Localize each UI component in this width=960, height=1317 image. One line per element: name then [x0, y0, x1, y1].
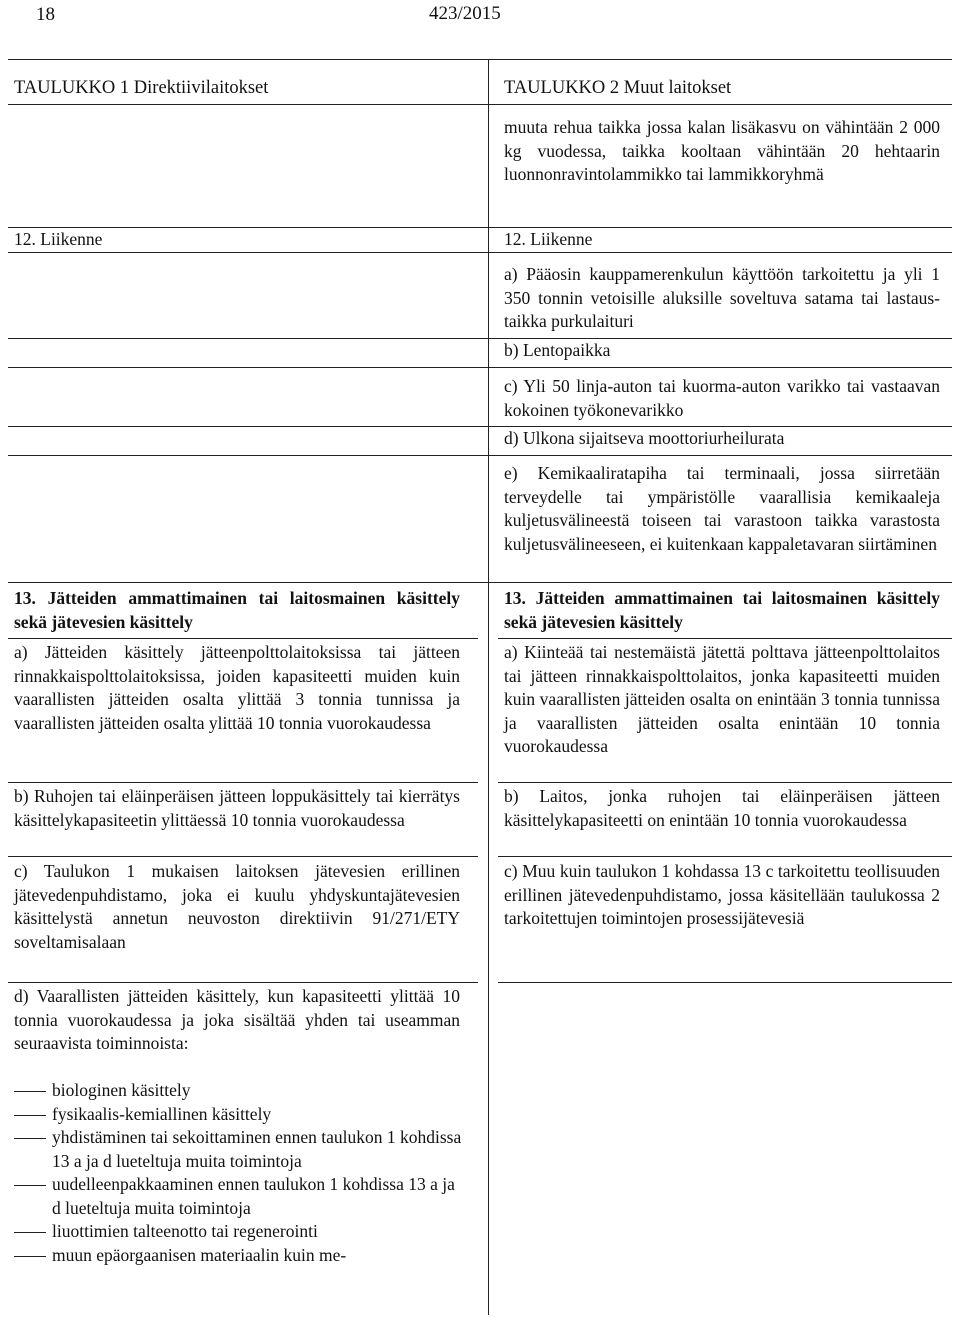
table2-item-13b: b) Laitos, jonka ruhojen tai eläinperäisen jätteen käsittelykapasiteetti on enintään 10 tonnia vuorokaudessa — [504, 786, 940, 830]
table2-header: TAULUKKO 2 Muut laitokset — [504, 78, 732, 98]
header-row-rule — [8, 104, 952, 105]
row-rule — [8, 582, 952, 583]
list-item: uudelleenpakkaaminen ennen taulukon 1 kohdissa 13 a ja d lueteltuja muita toimintoja — [14, 1173, 464, 1220]
row-rule-left — [8, 638, 478, 639]
table-top-rule — [8, 59, 952, 60]
row-rule-right — [498, 638, 952, 639]
list-item: biologinen käsittely — [14, 1079, 464, 1103]
row-rule — [8, 455, 952, 456]
list-item: fysikaalis-kemiallinen käsittely — [14, 1103, 464, 1127]
table1-section-13-title: 13. Jätteiden ammattimainen tai laitosmainen käsittely sekä jätevesien käsittely — [14, 588, 460, 632]
table2-item-12d: d) Ulkona sijaitseva moottoriurheilurata — [504, 428, 785, 448]
table1-item-13b: b) Ruhojen tai eläinperäisen jätteen loppukäsittely tai kierrätys käsittelykapasiteetin ylittäessä 10 tonnia vuorokaudessa — [14, 786, 460, 830]
list-item: liuottimien talteenotto tai regenerointi — [14, 1220, 464, 1244]
table2-section-13-title: 13. Jätteiden ammattimainen tai laitosmainen käsittely sekä jätevesien käsittely — [504, 588, 940, 632]
row-rule — [8, 252, 952, 253]
document-number: 423/2015 — [429, 3, 501, 24]
list-item: yhdistäminen tai sekoittaminen ennen taulukon 1 kohdissa 13 a ja d lueteltuja muita toimintoja — [14, 1126, 464, 1173]
row-rule-left — [8, 982, 478, 983]
table2-item-12c: c) Yli 50 linja-auton tai kuorma-auton varikko tai vastaavan kokoinen työkonevarikko — [504, 376, 940, 420]
row-rule — [8, 367, 952, 368]
table1-item-13d-list — [14, 1079, 464, 1267]
row-rule-right — [498, 856, 952, 857]
table1-header: TAULUKKO 1 Direktiivilaitokset — [14, 78, 269, 98]
list-item: muun epäorgaanisen materiaalin kuin me- — [14, 1244, 464, 1268]
table1-item-13c: c) Taulukon 1 mukaisen laitoksen jätevesien erillinen jätevedenpuhdistamo, joka ei kuulu yhdyskuntajätevesien käsittelystä annetun neuvoston direktiivin 91/271/ETY soveltamisalaan — [14, 861, 460, 952]
row-rule-right — [498, 982, 952, 983]
row-rule-left — [8, 782, 478, 783]
table2-section-12-title: 12. Liikenne — [504, 229, 593, 249]
previous-section-continuation: muuta rehua taikka jossa kalan lisäkasvu on vähintään 2 000 kg vuodessa, taikka kooltaan vähintään 20 hehtaarin luonnonravintolammikko tai lammikkoryhmä — [504, 117, 940, 184]
table2-item-12b: b) Lentopaikka — [504, 340, 611, 360]
table1-item-13d: d) Vaarallisten jätteiden käsittely, kun kapasiteetti ylittää 10 tonnia vuorokaudessa ja joka sisältää yhden tai useamman seuraavista toiminnoista: — [14, 986, 460, 1053]
table1-item-13a: a) Jätteiden käsittely jätteenpolttolaitoksissa tai jätteen rinnakkaispolttolaitoksissa, joiden kapasiteetti muiden kuin vaarallisten jätteiden osalta ylittää 3 tonnia tunnissa ja vaarallisten jätteiden osalta ylittää 10 tonnia vuorokaudessa — [14, 642, 460, 733]
table2-item-13a: a) Kiinteää tai nestemäistä jätettä polttava jätteenpolttolaitos tai jätteen rinnakkaispolttolaitos, jonka kapasiteetti muiden kuin vaarallisten jätteiden osalta on enintään 3 tonnia tunnissa ja vaarallisten jätteiden osalta enintään 10 tonnia vuorokaudessa — [504, 642, 940, 756]
table1-section-12-title: 12. Liikenne — [14, 229, 103, 249]
table2-item-12a: a) Pääosin kauppamerenkulun käyttöön tarkoitettu ja yli 1 350 tonnin vetoisille aluksille soveltuva satama tai lastaus- taikka purkulaituri — [504, 264, 940, 331]
row-rule-left — [8, 856, 478, 857]
table2-item-12e: e) Kemikaaliratapiha tai terminaali, jossa siirretään terveydelle tai ympäristölle vaarallisia kemikaaleja kuljetusvälineestä toiseen tai varastoon taikka varastosta kuljetusvälineeseen, ei kuitenkaan kappaletavaran siirtäminen — [504, 463, 940, 554]
table2-item-13c: c) Muu kuin taulukon 1 kohdassa 13 c tarkoitettu teollisuuden erillinen jätevedenpuhdistamo, jossa käsitellään taulukossa 2 tarkoitettujen toimintojen prosessijätevesiä — [504, 861, 940, 928]
row-rule-right — [498, 782, 952, 783]
column-divider — [488, 60, 489, 1315]
page-number: 18 — [36, 4, 55, 25]
